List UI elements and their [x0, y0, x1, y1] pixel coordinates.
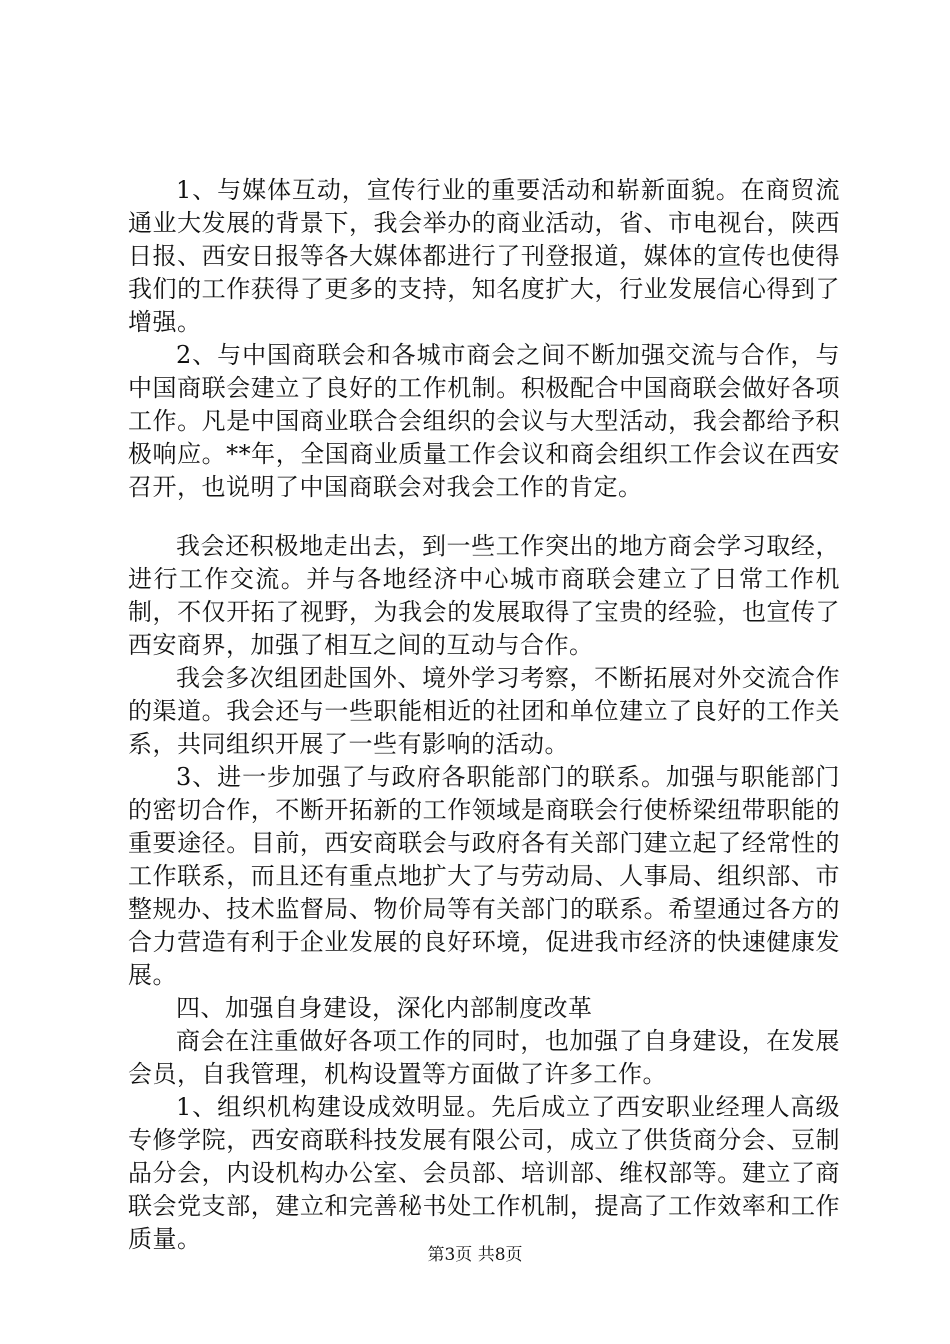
paragraph-media-interaction: 1、与媒体互动，宣传行业的重要活动和崭新面貌。在商贸流通业大发展的背景下，我会举办的商业活动，省、市电视台，陕西日报、西安日报等各大媒体都进行了刊登报道，媒体的宣传也使得我们的工作获得了更多的支持，知名度扩大，行业发展信心得到了增强。 [128, 176, 840, 336]
paragraph-gap [128, 504, 840, 530]
section-heading-self-building: 四、加强自身建设，深化内部制度改革 [176, 994, 593, 1022]
paragraph-government-liaison: 3、进一步加强了与政府各职能部门的联系。加强与职能部门的密切合作，不断开拓新的工作领域是商联会行使桥梁纽带职能的重要途径。目前，西安商联会与政府各有关部门建立起了经常性的工作联系，而且还有重点地扩大了与劳动局、人事局、组织部、市整规办、技术监督局、物价局等有关部门的联系。希望通过各方的合力营造有利于企业发展的良好环境，促进我市经济的快速健康发展。 [128, 763, 840, 989]
paragraph-external-learning: 我会还积极地走出去，到一些工作突出的地方商会学习取经，进行工作交流。并与各地经济中心城市商联会建立了日常工作机制，不仅开拓了视野，为我会的发展取得了宝贵的经验，也宣传了西安商界，加强了相互之间的互动与合作。 [128, 532, 840, 659]
paragraph-organization-building: 1、组织机构建设成效明显。先后成立了西安职业经理人高级专修学院，西安商联科技发展有限公司，成立了供货商分会、豆制品分会，内设机构办公室、会员部、培训部、维权部等。建立了商联会党支部，建立和完善秘书处工作机制，提高了工作效率和工作质量。 [128, 1093, 840, 1253]
paragraph-overseas-study: 我会多次组团赴国外、境外学习考察，不断拓展对外交流合作的渠道。我会还与一些职能相近的社团和单位建立了良好的工作关系，共同组织开展了一些有影响的活动。 [128, 664, 840, 758]
document-body [128, 174, 840, 1256]
paragraph-cooperation-national: 2、与中国商联会和各城市商会之间不断加强交流与合作，与中国商联会建立了良好的工作机制。积极配合中国商联会做好各项工作。凡是中国商业联合会组织的会议与大型活动，我会都给予积极响应。**年，全国商业质量工作会议和商会组织工作会议在西安召开，也说明了中国商联会对我会工作的肯定。 [128, 341, 840, 501]
page-number-footer: 第3页 共8页 [427, 1245, 523, 1265]
paragraph-self-building-intro: 商会在注重做好各项工作的同时，也加强了自身建设，在发展会员，自我管理，机构设置等方面做了许多工作。 [128, 1027, 840, 1088]
